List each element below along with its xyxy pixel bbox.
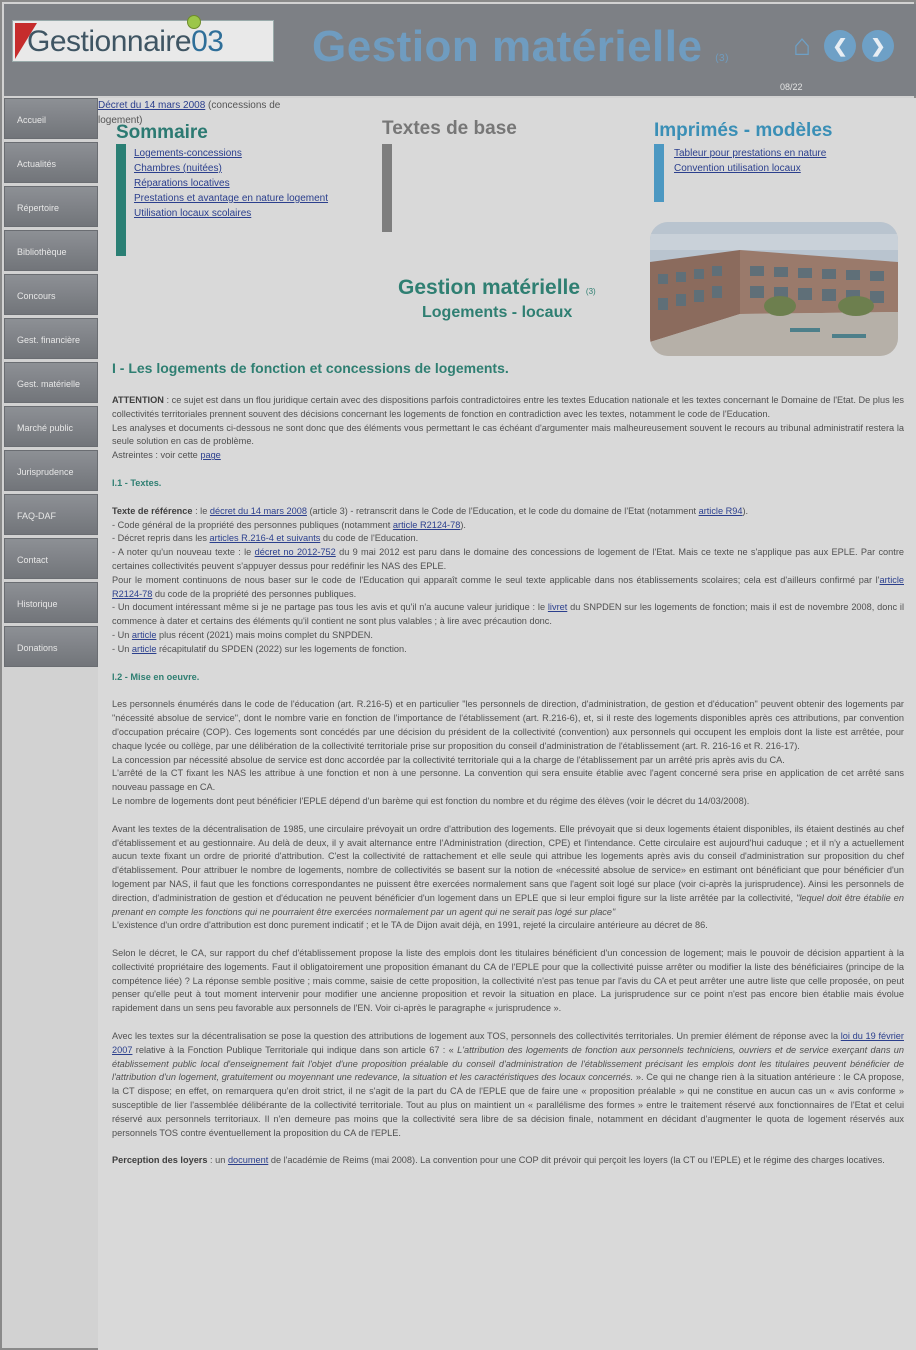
paragraph-decret-repris: - Décret repris dans les articles R.216-4 et suivants du code de l'Education.: [112, 533, 419, 544]
logo-text: Gestionnaire03: [27, 25, 224, 58]
paragraph-code-general: - Code général de la propriété des personnes publiques (notamment article R2124-78).: [112, 519, 466, 530]
sidebar-item-repertoire[interactable]: Répertoire: [4, 186, 98, 227]
sommaire-accent-bar: [116, 144, 126, 256]
imprimes-title: Imprimés - modèles: [654, 120, 833, 141]
paragraph-a-noter: - A noter qu'un nouveau texte : le décret no 2012-752 du 9 mai 2012 est paru dans le domaine des concessions de logement de l'Etat. Mais ce texte ne s'applique pas aux EPLE. Par contre certaines collectivités peuvent s'appuyer dessus pour redéfinir les NAS des EPLE.: [112, 547, 904, 571]
sidebar-nav: [4, 98, 98, 670]
textes-content: Décret du 14 mars 2008 (concessions de logement): [98, 100, 281, 126]
site-header: [4, 4, 916, 96]
sidebar-item-accueil[interactable]: Accueil: [4, 98, 98, 139]
forward-arrow-icon[interactable]: ❯: [862, 30, 894, 62]
paragraph-loyers: Perception des loyers : un document de l'académie de Reims (mai 2008). La convention pour une COP dit prévoir qui perçoit les loyers (la CT ou l'EPLE) et le régime des charges locatives.: [112, 1155, 885, 1166]
sommaire-link-logements[interactable]: Logements-concessions: [134, 148, 242, 159]
link-article-2021[interactable]: article: [131, 629, 157, 640]
link-article-r2124[interactable]: article R2124-78: [392, 519, 461, 530]
paragraph-decentralisation: Avant les textes de la décentralisation de 1985, une circulaire prévoyait un ordre d'attribution des logements. Elle prévoyait que si deux logements étaient disponibles, ils étaient destinés au chef d'établissement et au gestionnaire. Au delà de deux, il y avait alternance entre l'Administration (direction, CPE) et l'intendance. Cette circulaire est aujourd'hui caduque ; et il n'y a actuellement aucun texte fixant un ordre de priorité d'attribution. C'est la collectivité de rattachement et elle seule qui attribue les logements après avis du conseil d'administration sur proposition du chef d'établissement. Pour attribuer le nombre de logements, nombre de collectivités se basent sur la notion de «nécessité absolue de service» en estimant ont bénéficiant que pour bénéficier d'un logement par NAS, il faut que les fonctions correspondantes ne puissent être exercées normalement sans que l'agent soit logé sur place (voir ci-après la jurisprudence). Ainsi les personnels de direction, d'administration de gestion et d'éducation ne peuvent bénéficier d'un logement dans un EPLE que si leur emploi figure sur la liste arrêtée par la collectivité, "lequel doit être établie en prenant en compte les fonctions qui ne pourraient être exercées normalement par un agent qui ne serait pas logé sur place": [112, 823, 904, 917]
link-loi-2007[interactable]: loi du 19 février 2007: [112, 1031, 904, 1055]
paragraph-reference: Texte de référence : le décret du 14 mars 2008 (article 3) - retranscrit dans le Code de l'Education, et le code du domaine de l'Etat (notamment article R94).: [112, 505, 749, 516]
paragraph-article-2022: - Un article récapitulatif du SPDEN (2022) sur les logements de fonction.: [112, 643, 407, 654]
paragraph-selon-decret: Selon le décret, le CA, sur rapport du chef d'établissement propose la liste des emplois dont les titulaires bénéficient d'un concession de logement; mais le pouvoir de décision appartient à la collectivité propriétaire des logements. Faut il obligatoirement une proposition émanant du CA de l'EPLE pour que la collectivité puisse arrêter ou modifier la liste des bénéficiaires (principe de la compétence liée) ? La réponse semble positive ; mais comme, saisie de cette proposition, la collectivité n'est pas tenue par l'avis du CA et peut arrêter une autre liste que celle proposée, on peut penser qu'elle peut à tout moment intervenir pour modifier une ancienne proposition et revoir la situation en place. La jurisprudence sur ce point n'est pas encore bien établie mais évolue rapidement dans un sens peu favorable aux personnels de l'EN. Voir ci-après le paragraphe « jurisprudence ».: [112, 948, 904, 1014]
sidebar-item-contact[interactable]: Contact: [4, 538, 98, 579]
sommaire-title: Sommaire: [116, 122, 208, 143]
textes-accent-bar: [382, 144, 392, 232]
paragraph-concession: La concession par nécessité absolue de service est donc accordée par la collectivité territoriale qui a la charge de l'établissement par un arrêté pris après avis du CA.: [112, 754, 785, 765]
school-building-photo: [650, 222, 898, 356]
site-title: Gestion matérielle (3): [312, 22, 729, 71]
subsection-mise-en-oeuvre: I.2 - Mise en oeuvre.: [112, 671, 200, 682]
link-article-r2124-bis[interactable]: article R2124-78: [112, 574, 904, 599]
paragraph-attention: ATTENTION : ce sujet est dans un flou juridique certain avec des dispositions parfois contradictoires entre les textes Education nationale et les textes concernant le Domaine de l'Etat. De plus les collectivités territoriales prennent souvent des décisions concernant les logements de fonction en contradiction avec les textes, notamment le code de l'Education.: [112, 395, 904, 419]
paragraph-analyses: Les analyses et documents ci-dessous ne sont donc que des éléments vous permettant le cas échéant d'argumenter mais malheureusement souvent le recours au tribunal administratif restera la seule solution en cas de problème.: [112, 422, 904, 447]
article-body: [112, 394, 904, 1168]
sommaire-link-chambres[interactable]: Chambres (nuitées): [134, 163, 222, 174]
paragraph-ordre: L'existence d'un ordre d'attribution est donc purement indicatif ; et le TA de Dijon avait déjà, en 1991, rejeté la circulaire antérieure au décret de 86.: [112, 920, 708, 931]
main-content: [98, 98, 916, 1350]
home-icon[interactable]: ⌂: [792, 29, 812, 62]
paragraph-document: - Un document intéressant même si je ne partage pas tous les avis et qu'il n'a aucune valeur juridique : le livret du SNPDEN sur les logements de fonction; mais il est de novembre 2008, donc il commence à dater et certains des éléments qu'il contient ne sont plus valables ; à lire avec précaution donc.: [112, 602, 904, 627]
link-document-reims[interactable]: document: [227, 1155, 269, 1166]
site-logo[interactable]: [12, 20, 274, 62]
sommaire-link-reparations[interactable]: Réparations locatives: [134, 178, 230, 189]
imprimes-links: [674, 146, 826, 176]
sidebar-item-gest-materielle[interactable]: Gest. matérielle: [4, 362, 98, 403]
paragraph-arrete: L'arrêté de la CT fixant les NAS les attribue à une fonction et non à une personne. La convention qui sera ensuite établie avec l'agent concerné sera prise en application de cet arrêté sans nouveau passage en CA.: [112, 768, 904, 793]
link-decret-2012[interactable]: décret no 2012-752: [254, 547, 336, 558]
page-heading: Gestion matérielle (3): [398, 276, 596, 299]
sidebar-item-jurisprudence[interactable]: Jurisprudence: [4, 450, 98, 491]
subsection-textes: I.1 - Textes.: [112, 477, 162, 488]
paragraph-personnels: Les personnels énumérés dans le code de l'éducation (art. R.216-5) et en particulier "les personnels de direction, d'administration, de gestion et d'éducation" peuvent obtenir des logements par "nécessité absolue de service", dont le nombre varie en fonction de l'importance de l'établissement (art. R.216-6), et, si il reste des logements disponibles après ces attributions, par convention d'occupation précaire (COP). Ces logements sont concédés par une décision du président de la collectivité (convention) aux personnels qui occupent les emplois dont la liste est arrêtée, pour chaque lycée ou collège, par une délibération de la collectivité territoriale prise sur proposition du conseil d'administration de l'établissement (art. R. 216-16 et R. 216-17).: [112, 699, 904, 751]
sidebar-item-bibliotheque[interactable]: Bibliothèque: [4, 230, 98, 271]
sommaire-link-locaux[interactable]: Utilisation locaux scolaires: [134, 208, 252, 219]
paragraph-tos: Avec les textes sur la décentralisation se pose la question des attributions de logement aux TOS, personnels des collectivités territoriales. Un premier élément de réponse avec la loi du 19 février 2007 relative à la Fonction Publique Territoriale qui indique dans son article 67 : « L'attribution des logements de fonction aux personnels techniciens, ouvriers et de service exerçant dans un établissement public local d'enseignement fait l'objet d'une proposition préalable du conseil d'administration de l'établissement précisant les emplois dont les titulaires peuvent bénéficier de l'attribution d'un logement, gratuitement ou moyennant une redevance, la situation et les caractéristiques des locaux concernés. ». Ce qui ne change rien à la situation antérieure : le CA propose, la CT dispose; en effet, on remarquera qu'en droit strict, il ne s'agit de la part du CA de l'EPLE que de faire une « proposition préalable » qui ne constitue en aucun cas un « avis conforme » susceptible de lier l'assemblée délibérante de la collectivité territoriale. Tout au plus on maintient un « parallélisme des formes » entre le traitement réservé aux fonctionnaires de l'Etat et celui réservé aux personnels territoriaux. Il n'en demeure pas moins que la collectivité sera libre de sa décision finale, notamment en décidant d'augmenter le quota de logement réservés aux personnels TOS contre éventuellement la proposition du CA de l'EPLE.: [112, 1031, 905, 1138]
astreintes-link[interactable]: page: [200, 450, 221, 461]
textes-link-decret[interactable]: Décret du 14 mars 2008: [98, 100, 206, 111]
link-article-2022[interactable]: article: [131, 643, 157, 654]
textes-title: Textes de base: [382, 118, 517, 139]
page-subheading: Logements - locaux: [422, 304, 573, 321]
paragraph-article-2021: - Un article plus récent (2021) mais moins complet du SNPDEN.: [112, 629, 373, 640]
page-heading-sup: (3): [585, 287, 596, 296]
back-arrow-icon[interactable]: ❮: [824, 30, 856, 62]
site-title-sup: (3): [715, 53, 729, 64]
link-decret-2008[interactable]: décret du 14 mars 2008: [209, 505, 307, 516]
sidebar-item-actualites[interactable]: Actualités: [4, 142, 98, 183]
sidebar-item-historique[interactable]: Historique: [4, 582, 98, 623]
section-title: I - Les logements de fonction et concessions de logements.: [112, 360, 509, 376]
imprimes-link-convention[interactable]: Convention utilisation locaux: [674, 163, 801, 174]
link-article-r94[interactable]: article R94: [698, 505, 743, 516]
header-nav-icons: [786, 30, 894, 62]
link-livret[interactable]: livret: [547, 602, 568, 613]
link-articles-r216[interactable]: articles R.216-4 et suivants: [209, 533, 321, 544]
sidebar-item-gest-financiere[interactable]: Gest. financière: [4, 318, 98, 359]
paragraph-astreintes: Astreintes : voir cette page: [112, 450, 221, 461]
sidebar-item-faq-daf[interactable]: FAQ-DAF: [4, 494, 98, 535]
imprimes-accent-bar: [654, 144, 664, 202]
sidebar-item-concours[interactable]: Concours: [4, 274, 98, 315]
page-date: 08/22: [780, 82, 803, 92]
paragraph-nombre: Le nombre de logements dont peut bénéficier l'EPLE dépend d'un barème qui est fonction du nombre et du régime des élèves (voir le décret du 14/03/2008).: [112, 795, 750, 806]
imprimes-link-tableur[interactable]: Tableur pour prestations en nature: [674, 148, 827, 159]
paragraph-pour-le-moment: Pour le moment continuons de nous baser sur le code de l'Education qui apparaît comme le seul texte applicable dans nos établissements scolaires; cela est d'ailleurs confirmé par l'article R2124-78 du code de la propriété des personnes publiques.: [112, 574, 904, 599]
sommaire-links: [134, 146, 328, 221]
sommaire-link-prestations[interactable]: Prestations et avantage en nature logement: [134, 193, 329, 204]
sidebar-item-marche-public[interactable]: Marché public: [4, 406, 98, 447]
sidebar-item-donations[interactable]: Donations: [4, 626, 98, 667]
